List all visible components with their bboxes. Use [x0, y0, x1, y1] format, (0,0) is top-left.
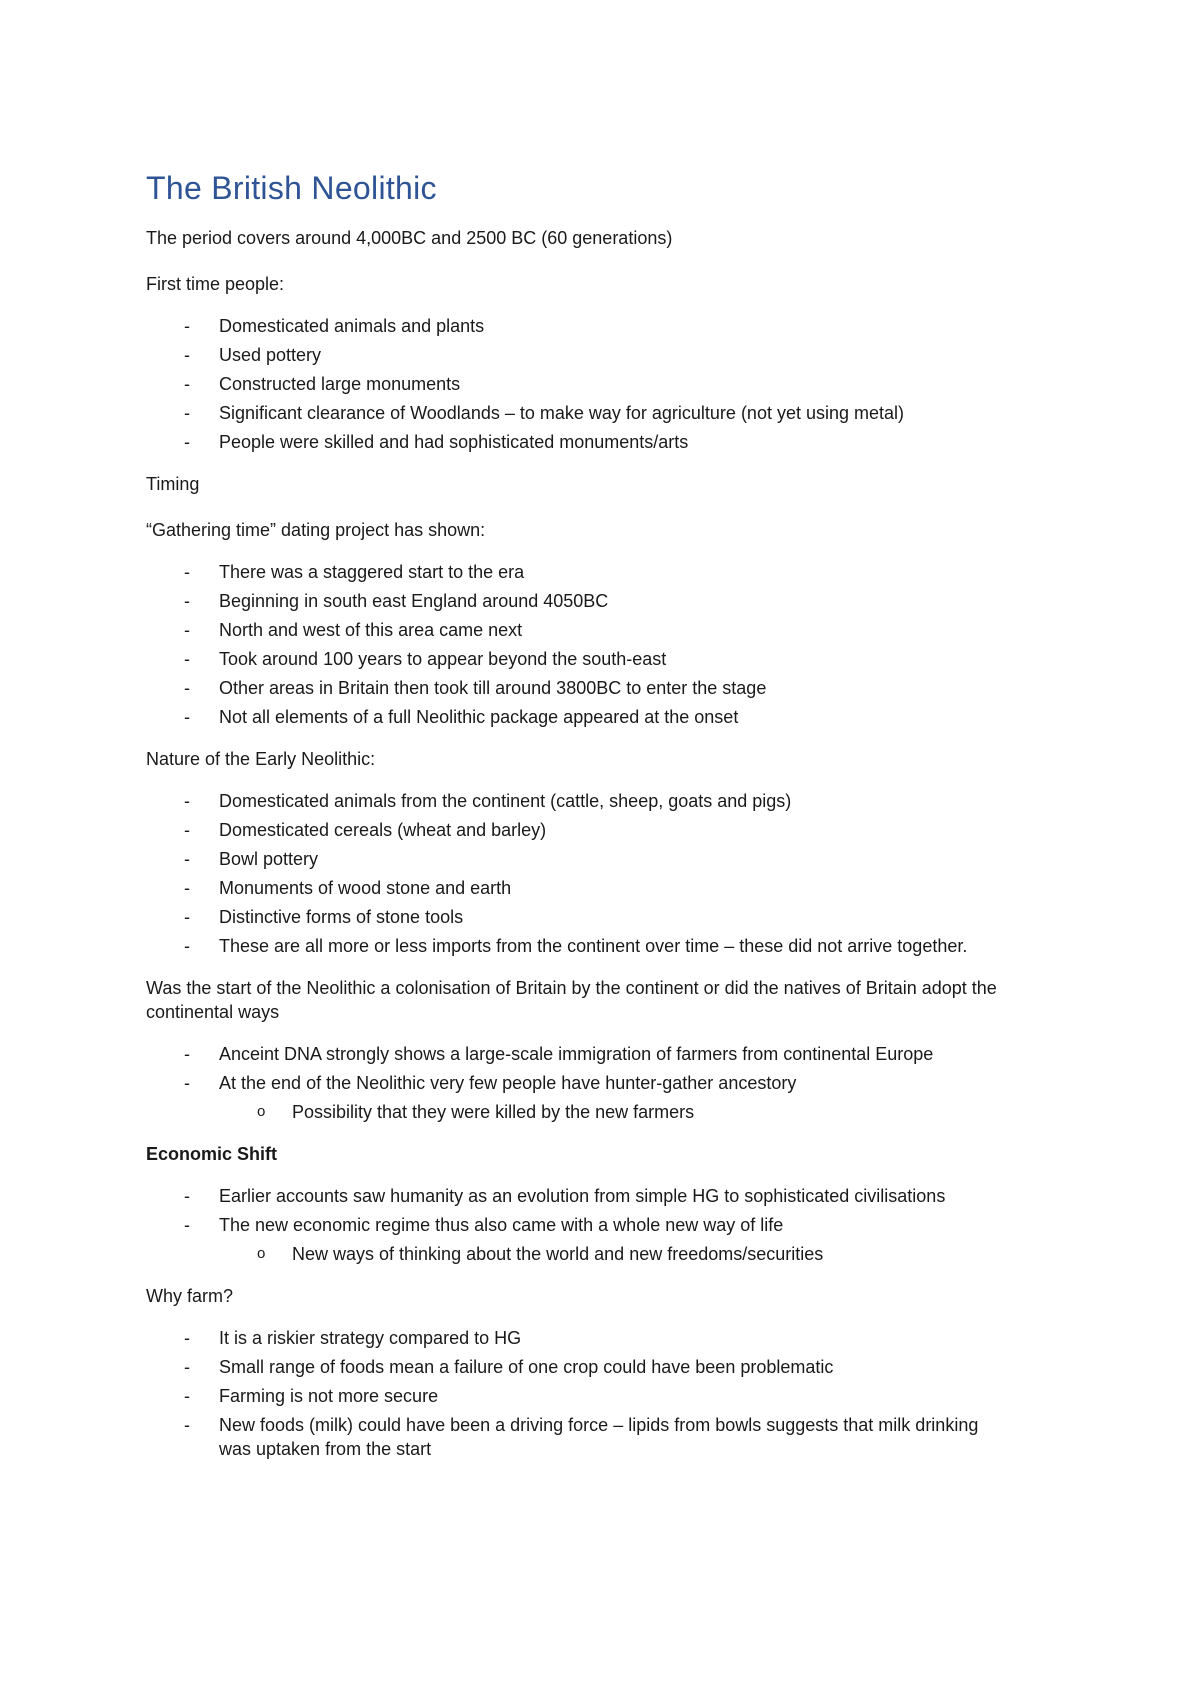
list-item-text: Other areas in Britain then took till around 3800BC to enter the stage — [219, 678, 767, 698]
list-item-text: These are all more or less imports from the continent over time – these did not arrive together. — [219, 936, 968, 956]
timing-heading: Timing — [146, 474, 200, 494]
dash-bullet: - — [184, 432, 190, 452]
list-item — [146, 647, 1066, 671]
sublist-item-text: New ways of thinking about the world and new freedoms/securities — [292, 1244, 824, 1264]
list-item-text: There was a staggered start to the era — [219, 562, 525, 582]
dash-bullet: - — [184, 936, 190, 956]
colonisation-question: Was the start of the Neolithic a colonisation of Britain by the continent or did the natives of Britain adopt the continental ways — [146, 978, 997, 1022]
list-item — [146, 705, 1066, 729]
circle-bullet: o — [257, 1245, 266, 1262]
list-item — [146, 1355, 1066, 1379]
list-item — [146, 589, 1066, 613]
list-item — [146, 1326, 1066, 1350]
gathering-heading: “Gathering time” dating project has shown: — [146, 520, 486, 540]
list-item — [146, 1413, 1066, 1461]
document-title: The British Neolithic — [146, 170, 437, 206]
list-item — [146, 314, 1066, 338]
list-item-text: Constructed large monuments — [219, 374, 461, 394]
list-item — [146, 934, 1066, 958]
dash-bullet: - — [184, 1215, 190, 1235]
why-heading: Why farm? — [146, 1286, 234, 1306]
economic-list — [146, 1184, 1066, 1266]
list-item — [146, 1184, 1066, 1208]
dash-bullet: - — [184, 1328, 190, 1348]
list-item-text: Beginning in south east England around 4050BC — [219, 591, 609, 611]
list-item-text: Monuments of wood stone and earth — [219, 878, 512, 898]
intro-paragraph: The period covers around 4,000BC and 2500 BC (60 generations) — [146, 228, 673, 248]
list-item — [146, 676, 1066, 700]
dash-bullet: - — [184, 562, 190, 582]
dash-bullet: - — [184, 649, 190, 669]
dash-bullet: - — [184, 1044, 190, 1064]
first-time-heading: First time people: — [146, 274, 285, 294]
list-item-text: Domesticated animals and plants — [219, 316, 485, 336]
list-item — [146, 343, 1066, 367]
list-item — [146, 430, 1066, 454]
document-body — [146, 168, 1066, 1466]
economic-sublist — [219, 1242, 1066, 1266]
list-item-text: The new economic regime thus also came with a whole new way of life — [219, 1215, 784, 1235]
list-item — [146, 818, 1066, 842]
list-item — [146, 401, 1066, 425]
list-item — [146, 1384, 1066, 1408]
list-item — [146, 847, 1066, 871]
colonisation-sublist — [219, 1100, 1066, 1124]
dash-bullet: - — [184, 849, 190, 869]
sublist-item — [219, 1100, 1066, 1124]
colonisation-list — [146, 1042, 1066, 1124]
list-item-text: It is a riskier strategy compared to HG — [219, 1328, 522, 1348]
first-time-list — [146, 314, 1066, 454]
list-item-text: Small range of foods mean a failure of one crop could have been problematic — [219, 1357, 834, 1377]
list-item-text: Domesticated animals from the continent (cattle, sheep, goats and pigs) — [219, 791, 792, 811]
dash-bullet: - — [184, 907, 190, 927]
sublist-item — [219, 1242, 1066, 1266]
list-item — [146, 372, 1066, 396]
dash-bullet: - — [184, 1073, 190, 1093]
dash-bullet: - — [184, 1186, 190, 1206]
list-item-text: North and west of this area came next — [219, 620, 523, 640]
list-item-text: Used pottery — [219, 345, 322, 365]
dash-bullet: - — [184, 1357, 190, 1377]
dash-bullet: - — [184, 374, 190, 394]
nature-heading: Nature of the Early Neolithic: — [146, 749, 376, 769]
dash-bullet: - — [184, 791, 190, 811]
list-item-text: Distinctive forms of stone tools — [219, 907, 464, 927]
gathering-list — [146, 560, 1066, 729]
dash-bullet: - — [184, 820, 190, 840]
list-item-text: Bowl pottery — [219, 849, 319, 869]
list-item — [146, 876, 1066, 900]
list-item-text: At the end of the Neolithic very few people have hunter-gather ancestory — [219, 1073, 797, 1093]
list-item-text: Not all elements of a full Neolithic package appeared at the onset — [219, 707, 739, 727]
dash-bullet: - — [184, 878, 190, 898]
list-item — [146, 1213, 1066, 1266]
list-item-text: Anceint DNA strongly shows a large-scale immigration of farmers from continental Europe — [219, 1044, 934, 1064]
dash-bullet: - — [184, 345, 190, 365]
dash-bullet: - — [184, 1386, 190, 1406]
dash-bullet: - — [184, 591, 190, 611]
list-item-text: Earlier accounts saw humanity as an evolution from simple HG to sophisticated civilisations — [219, 1186, 946, 1206]
list-item — [146, 1042, 1066, 1066]
economic-heading: Economic Shift — [146, 1144, 278, 1164]
list-item — [146, 618, 1066, 642]
list-item-text: Took around 100 years to appear beyond the south-east — [219, 649, 667, 669]
why-list — [146, 1326, 1066, 1461]
list-item-text: Domesticated cereals (wheat and barley) — [219, 820, 547, 840]
nature-list — [146, 789, 1066, 958]
list-item-text: Farming is not more secure — [219, 1386, 439, 1406]
list-item — [146, 789, 1066, 813]
dash-bullet: - — [184, 1415, 190, 1435]
circle-bullet: o — [257, 1103, 266, 1120]
list-item-text: People were skilled and had sophisticated monuments/arts — [219, 432, 689, 452]
list-item — [146, 905, 1066, 929]
list-item-text: New foods (milk) could have been a driving force – lipids from bowls suggests that milk drinking was uptaken from the start — [219, 1415, 979, 1459]
dash-bullet: - — [184, 316, 190, 336]
dash-bullet: - — [184, 707, 190, 727]
list-item — [146, 1071, 1066, 1124]
list-item — [146, 560, 1066, 584]
dash-bullet: - — [184, 620, 190, 640]
list-item-text: Significant clearance of Woodlands – to make way for agriculture (not yet using metal) — [219, 403, 905, 423]
dash-bullet: - — [184, 678, 190, 698]
sublist-item-text: Possibility that they were killed by the new farmers — [292, 1102, 695, 1122]
dash-bullet: - — [184, 403, 190, 423]
